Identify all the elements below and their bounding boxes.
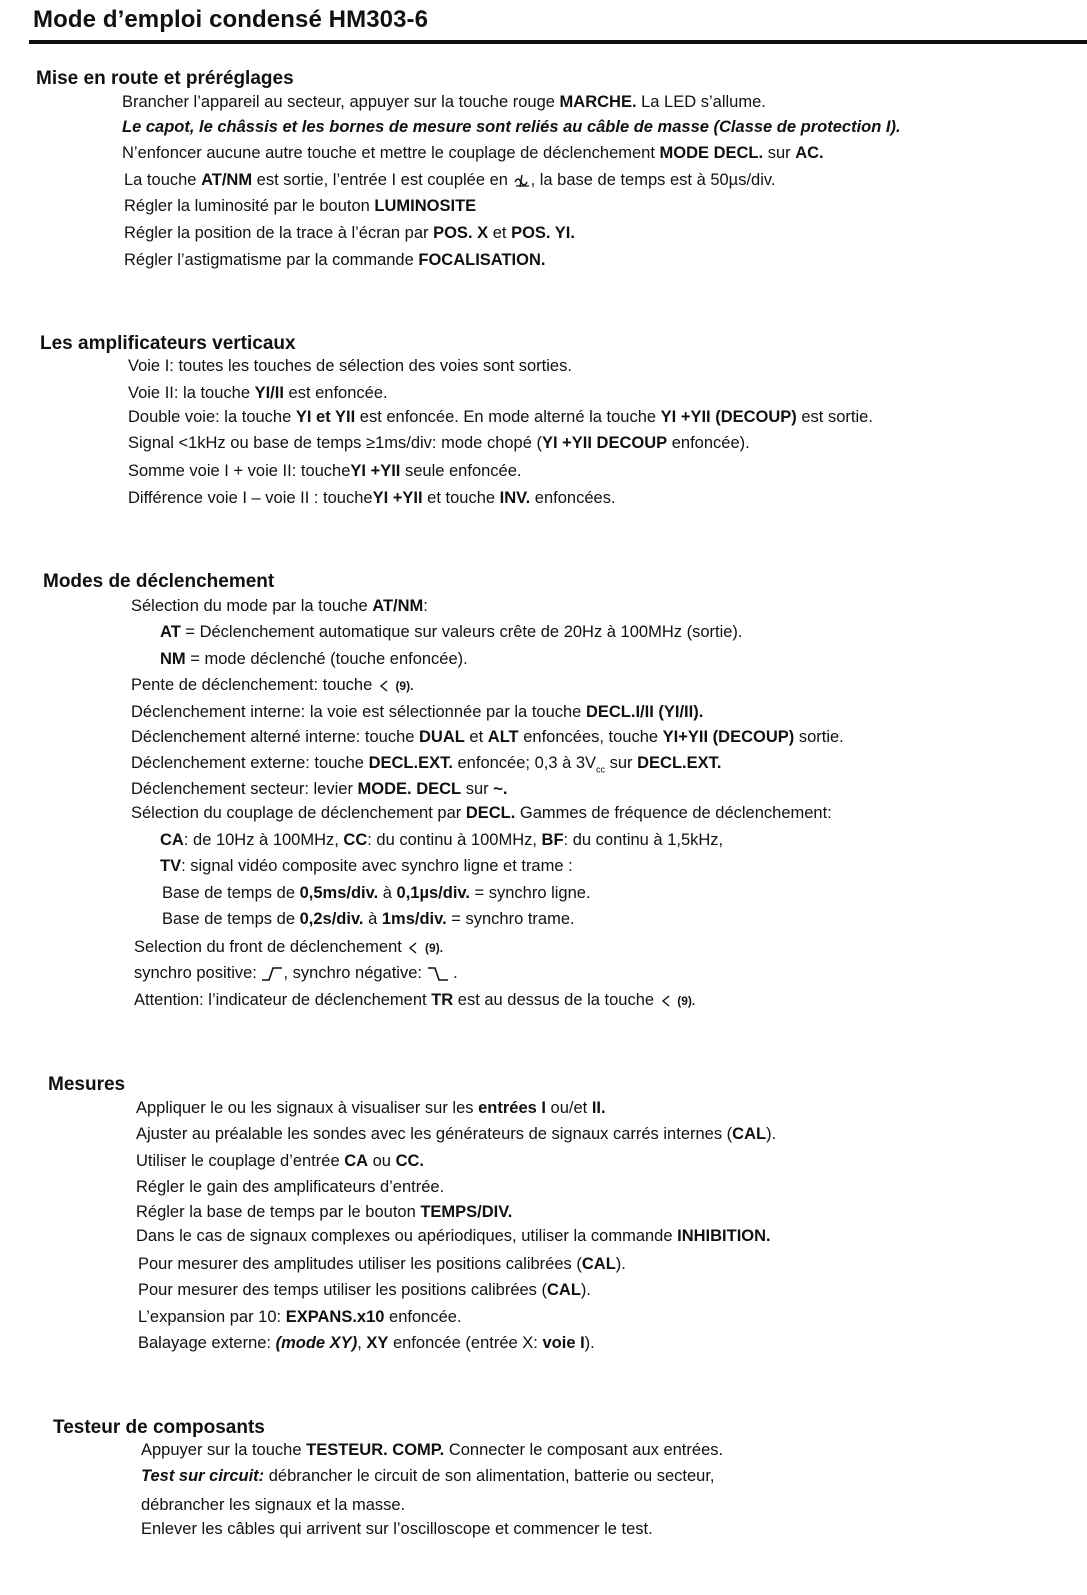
text-line: NM = mode déclenché (touche enfoncée).: [160, 650, 468, 668]
text-line: Enlever les câbles qui arrivent sur l’oscilloscope et commencer le test.: [141, 1520, 653, 1538]
text-line: CA: de 10Hz à 100MHz, CC: du continu à 100MHz, BF: du continu à 1,5kHz,: [160, 831, 724, 849]
text-line: Selection du front de déclenchement (9).: [134, 938, 444, 956]
text-line: Pente de déclenchement: touche (9).: [131, 676, 414, 694]
text-line: Déclenchement interne: la voie est sélectionnée par la touche DECL.I/II (YI/II).: [131, 703, 704, 721]
text-line: Régler la luminosité par le bouton LUMINOSITE: [124, 197, 477, 215]
text-line: débrancher les signaux et la masse.: [141, 1496, 406, 1514]
negative-edge-icon: [427, 966, 449, 982]
text-line: Ajuster au préalable les sondes avec les générateurs de signaux carrés internes (CAL).: [136, 1125, 777, 1143]
title-rule: [29, 40, 1087, 44]
slope-key-icon: [377, 679, 391, 693]
text-line: Sélection du mode par la touche AT/NM:: [131, 597, 428, 615]
text-line: Signal <1kHz ou base de temps ≥1ms/div: mode chopé (YI +YII DECOUP enfoncée).: [128, 434, 750, 452]
text-line: Pour mesurer des temps utiliser les positions calibrées (CAL).: [138, 1281, 592, 1299]
text-line: Base de temps de 0,2s/div. à 1ms/div. = synchro trame.: [162, 910, 575, 928]
text-line: Pour mesurer des amplitudes utiliser les positions calibrées (CAL).: [138, 1255, 626, 1273]
text-line: Régler la base de temps par le bouton TEMPS/DIV.: [136, 1203, 513, 1221]
slope-key-icon: [406, 941, 420, 955]
text-line: Différence voie I – voie II : toucheYI +YII et touche INV. enfoncées.: [128, 489, 616, 507]
page-title: Mode d’emploi condensé HM303-6: [33, 6, 429, 33]
section-heading-declenchement: Modes de déclenchement: [43, 571, 275, 592]
text-line: Double voie: la touche YI et YII est enfoncée. En mode alterné la touche YI +YII (DECOUP) est sortie.: [128, 408, 873, 426]
ac-dc-coupling-icon: [513, 174, 531, 188]
text-line: Sélection du couplage de déclenchement par DECL. Gammes de fréquence de déclenchement:: [131, 804, 832, 822]
text-line: synchro positive: , synchro négative: .: [134, 964, 458, 982]
text-line: AT = Déclenchement automatique sur valeurs crête de 20Hz à 100MHz (sortie).: [160, 623, 743, 641]
text-line: La touche AT/NM est sortie, l’entrée I est couplée en , la base de temps est à 50µs/div.: [124, 171, 776, 189]
text-line: Balayage externe: (mode XY), XY enfoncée (entrée X: voie I).: [138, 1334, 595, 1352]
text-line: Déclenchement alterné interne: touche DUAL et ALT enfoncées, touche YI+YII (DECOUP) sortie.: [131, 728, 844, 746]
text-line: TV: signal vidéo composite avec synchro ligne et trame :: [160, 857, 573, 875]
text-line: Somme voie I + voie II: toucheYI +YII seule enfoncée.: [128, 462, 522, 480]
positive-edge-icon: [261, 966, 283, 982]
text-line: Voie II: la touche YI/II est enfoncée.: [128, 384, 388, 402]
text-line: Base de temps de 0,5ms/div. à 0,1µs/div. = synchro ligne.: [162, 884, 591, 902]
text-line: Régler le gain des amplificateurs d’entrée.: [136, 1178, 445, 1196]
text-line: Test sur circuit: débrancher le circuit de son alimentation, batterie ou secteur,: [141, 1467, 715, 1485]
text-line-warning: Le capot, le châssis et les bornes de mesure sont reliés au câble de masse (Classe de protection I).: [122, 118, 901, 136]
text-line: Dans le cas de signaux complexes ou apériodiques, utiliser la commande INHIBITION.: [136, 1227, 771, 1245]
section-heading-amplificateurs: Les amplificateurs verticaux: [40, 333, 296, 354]
text-line: Utiliser le couplage d’entrée CA ou CC.: [136, 1152, 424, 1170]
text-line: Attention: l’indicateur de déclenchement TR est au dessus de la touche (9).: [134, 991, 696, 1009]
text-line: N’enfoncer aucune autre touche et mettre le couplage de déclenchement MODE DECL. sur AC.: [122, 144, 824, 162]
text-line: Voie I: toutes les touches de sélection des voies sont sorties.: [128, 357, 572, 375]
slope-key-icon: [659, 994, 673, 1008]
text-line: Déclenchement externe: touche DECL.EXT. enfoncée; 0,3 à $3V_{cc}$ sur DECL.EXT.: [131, 754, 722, 775]
text-line: Déclenchement secteur: levier MODE. DECL sur ~.: [131, 780, 508, 798]
section-heading-testeur: Testeur de composants: [53, 1417, 265, 1438]
text-line: Régler la position de la trace à l’écran par POS. X et POS. YI.: [124, 224, 575, 242]
section-heading-mesures: Mesures: [48, 1074, 126, 1095]
text-line: L’expansion par 10: EXPANS.x10 enfoncée.: [138, 1308, 462, 1326]
section-heading-mise-en-route: Mise en route et préréglages: [36, 68, 294, 89]
text-line: Appliquer le ou les signaux à visualiser sur les entrées I ou/et II.: [136, 1099, 606, 1117]
text-line: Régler l’astigmatisme par la commande FOCALISATION.: [124, 251, 546, 269]
text-line: Brancher l’appareil au secteur, appuyer sur la touche rouge MARCHE. La LED s’allume.: [122, 93, 766, 111]
text-line: Appuyer sur la touche TESTEUR. COMP. Connecter le composant aux entrées.: [141, 1441, 724, 1459]
